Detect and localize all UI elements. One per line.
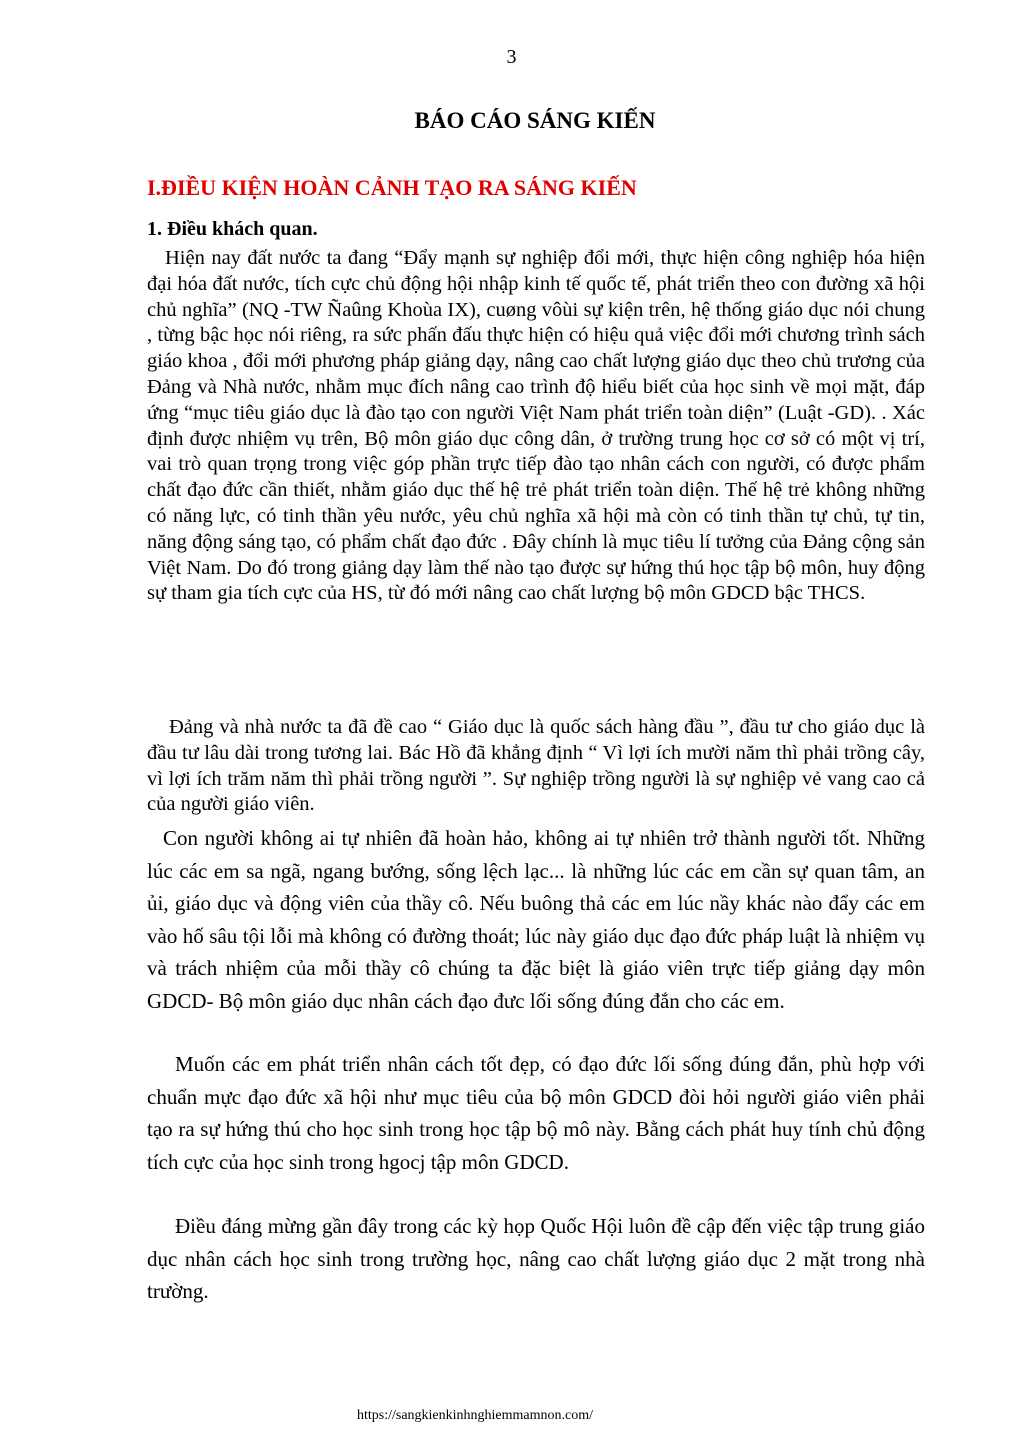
paragraph-5: Điều đáng mừng gần đây trong các kỳ họp Quốc Hội luôn đề cập đến việc tập trung giáo dục nhân cách học sinh trong trường học, nâng cao chất lượng giáo dục 2 mặt trong nhà trường.: [147, 1214, 925, 1303]
paragraph-1: Hiện nay đất nước ta đang “Đẩy mạnh sự nghiệp đổi mới, thực hiện công nghiệp hóa hiện đại hóa đất nước, tích cực chủ động hội nhập kinh tế quốc tế, phát triển theo con đường xã hội chủ nghĩa” (NQ -TW Ñaûng Khoùa IX), cuøng vôùi sự kiện trên, hệ thống giáo dục nói chung , từng bậc học nói riêng, ra sức phấn đấu thực hiện có hiệu quả việc đổi mới chương trình sách giáo khoa , đổi mới phương pháp giảng dạy, nâng cao chất lượng giáo dục theo chủ trương của Đảng và Nhà nước, nhằm mục đích nâng cao trình độ hiểu biết của học sinh về mọi mặt, đáp ứng “mục tiêu giáo dục là đào tạo con người Việt Nam phát triển toàn diện” (Luật -GD). . Xác định được nhiệm vụ trên, Bộ môn giáo dục công dân, ở trường trung học cơ sở có một vị trí, vai trò quan trọng trong việc góp phần trực tiếp đào tạo nhân cách con người, có được phẩm chất đạo đức cần thiết, nhằm giáo dục thế hệ trẻ phát triển toàn diện. Thế hệ trẻ không những có năng lực, có tinh thần yêu nước, yêu chủ nghĩa xã hội mà còn có tinh thần tự chủ, tự tin, năng động sáng tạo, có phẩm chất đạo đức . Đây chính là mục tiêu lí tưởng của Đảng cộng sản Việt Nam. Do đó trong giảng dạy làm thế nào tạo được sự hứng thú học tập bộ môn, huy động sự tham gia tích cực của HS, từ đó mới nâng cao chất lượng bộ môn GDCD bậc THCS.: [147, 247, 925, 605]
sub-heading: 1. Điều khách quan.: [147, 218, 318, 240]
paragraph-3: Con người không ai tự nhiên đã hoàn hảo, không ai tự nhiên trở thành người tốt. Những lúc các em sa ngã, ngang bướng, sống lệch lạc... là những lúc các em cần sự quan tâm, an ủi, giáo dục và động viên của thầy cô. Nếu buông thả các em lúc nầy khác nào đẩy các em vào hố sâu tội lỗi mà không có đường thoát; lúc này giáo dục đạo đức pháp luật là nhiệm vụ và trách nhiệm của mỗi thầy cô chúng ta đặc biệt là giáo viên trực tiếp giảng dạy môn GDCD- Bộ môn giáo dục nhân cách đạo đưc lối sống đúng đắn cho các em.: [147, 826, 925, 1013]
page-number: 3: [506, 46, 517, 68]
document-title: BÁO CÁO SÁNG KIẾN: [414, 108, 656, 133]
paragraph-4: Muốn các em phát triển nhân cách tốt đẹp, có đạo đức lối sống đúng đắn, phù hợp với chuẩn mực đạo đức xã hội như mục tiêu của bộ môn GDCD đòi hỏi người giáo viên phải tạo ra sự hứng thú cho học sinh trong học tập bộ mô này. Bằng cách phát huy tính chủ động tích cực của học sinh trong hgocj tập môn GDCD.: [147, 1052, 925, 1174]
section-heading: I.ĐIỀU KIỆN HOÀN CẢNH TẠO RA SÁNG KIẾN: [147, 175, 637, 200]
footer-url[interactable]: https://sangkienkinhnghiemmamnon.com/: [356, 1408, 594, 1423]
paragraph-2: Đảng và nhà nước ta đã đề cao “ Giáo dục là quốc sách hàng đầu ”, đầu tư cho giáo dục là đầu tư lâu dài trong tương lai. Bác Hồ đã khẳng định “ Vì lợi ích mười năm thì phải trồng cây, vì lợi ích trăm năm thì phải trồng người ”. Sự nghiệp trồng người là sự nghiệp vẻ vang cao cả của người giáo viên.: [147, 716, 925, 816]
